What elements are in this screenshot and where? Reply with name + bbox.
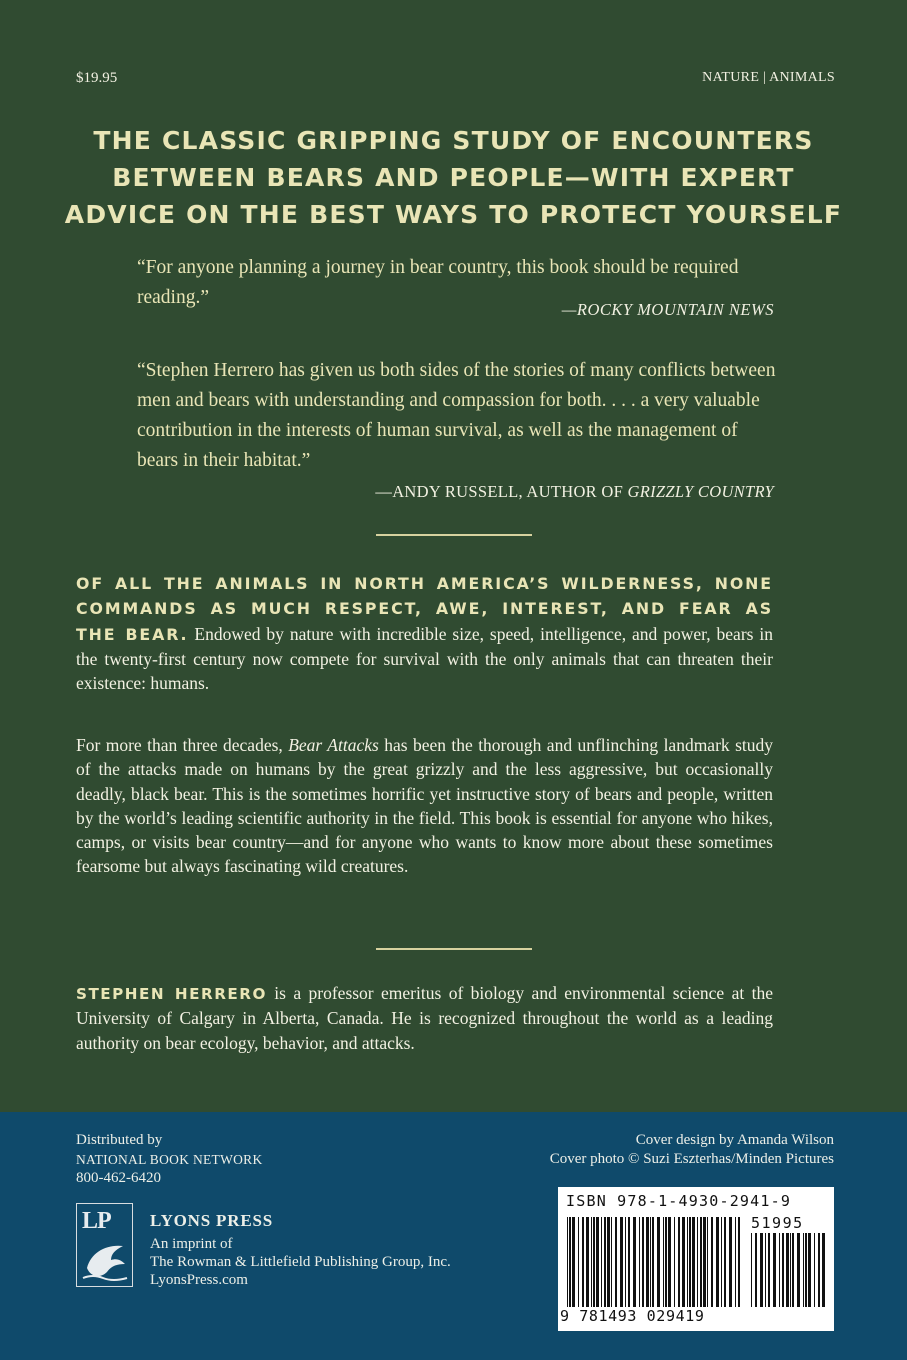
divider-rule [376, 534, 532, 536]
review-quote-1: “For anyone planning a journey in bear country, this book should be required reading.” [137, 257, 739, 308]
description-paragraph-1 [76, 571, 773, 695]
publisher-website: LyonsPress.com [150, 1272, 248, 1288]
divider-rule [376, 948, 532, 950]
ean-barcode-bars [566, 1217, 744, 1309]
description-paragraph-2 [76, 733, 773, 879]
ean-digits: 9 781493 029419 [560, 1307, 705, 1325]
review-attribution-2 [375, 482, 774, 502]
review-attribution-1: —ROCKY MOUNTAIN NEWS [561, 300, 774, 319]
publisher-info [150, 1212, 451, 1289]
description-p2-start: For more than three decades, [76, 735, 289, 755]
parent-company: The Rowman & Littlefield Publishing Group, Inc. [150, 1254, 451, 1270]
barcode-price-code: 51995 [751, 1214, 804, 1232]
description-lead-caps: OF ALL THE ANIMALS IN NORTH AMERICA’S WILDERNESS, NONE COMMANDS AS MUCH RESPECT, AWE, INTEREST, AND FEAR AS THE BEAR. [76, 574, 773, 644]
cover-photo-credit: Cover photo © Suzi Eszterhas/Minden Pictures [549, 1151, 834, 1167]
category-label: NATURE | ANIMALS [702, 70, 835, 85]
lyons-press-logo [76, 1203, 133, 1287]
leaping-fish-icon [81, 1238, 129, 1284]
cover-design-credit: Cover design by Amanda Wilson [635, 1132, 834, 1148]
isbn-barcode [558, 1187, 834, 1331]
isbn-text: ISBN 978-1-4930-2941-9 [566, 1192, 792, 1210]
attribution-author: —ANDY RUSSELL, AUTHOR OF [375, 482, 628, 501]
review-quote-2: “Stephen Herrero has given us both sides of the stories of many conflicts between men and bears with understanding and compassion for both. . . . a very valuable contribution in the interests of human survival, as well as the management of bears in their habitat.” [137, 360, 776, 471]
imprint-line: An imprint of [150, 1236, 233, 1252]
author-bio [76, 981, 773, 1055]
description-p2-text: has been the thorough and unflinching landmark study of the attacks made on humans by the great grizzly and the less aggressive, but occasionally deadly, black bear. This is the sometimes horrific yet instructive story of bears and people, written by the world’s leading scientific authority in the field. This book is essential for anyone who hikes, camps, or visits bear country—and for anyone who wants to know more about these sometimes fearsome but always fascinating wild creatures. [76, 735, 773, 877]
logo-letters: LP [82, 1208, 111, 1234]
book-title-italic: Bear Attacks [288, 735, 379, 755]
price-label: $19.95 [76, 70, 118, 86]
headline: THE CLASSIC GRIPPING STUDY OF ENCOUNTERS BETWEEN BEARS AND PEOPLE—WITH EXPERT ADVICE ON THE BEST WAYS TO PROTECT YOURSELF [64, 126, 843, 229]
cover-credits [550, 1131, 834, 1169]
attribution-book-title: GRIZZLY COUNTRY [627, 482, 774, 501]
description-p1-text: Endowed by nature with incredible size, speed, intelligence, and power, bears in the twenty-first century now compete for survival with the only animals that can threaten their existence: humans. [76, 623, 774, 694]
author-bio-text: is a professor emeritus of biology and environmental science at the University of Calgary in Alberta, Canada. He is recognized throughout the world as a leading authority on bear ecology, behavior, and attacks. [76, 983, 774, 1053]
author-name: STEPHEN HERRERO [76, 985, 267, 1003]
publisher-name: LYONS PRESS [150, 1211, 273, 1230]
back-cover-footer-band [0, 1112, 907, 1360]
distributor-name: NATIONAL BOOK NETWORK [76, 1152, 263, 1167]
distributor-info [76, 1131, 263, 1188]
price-addon-bars [750, 1233, 828, 1309]
distributed-by-label: Distributed by [76, 1132, 163, 1148]
distributor-phone: 800-462-6420 [76, 1170, 161, 1186]
